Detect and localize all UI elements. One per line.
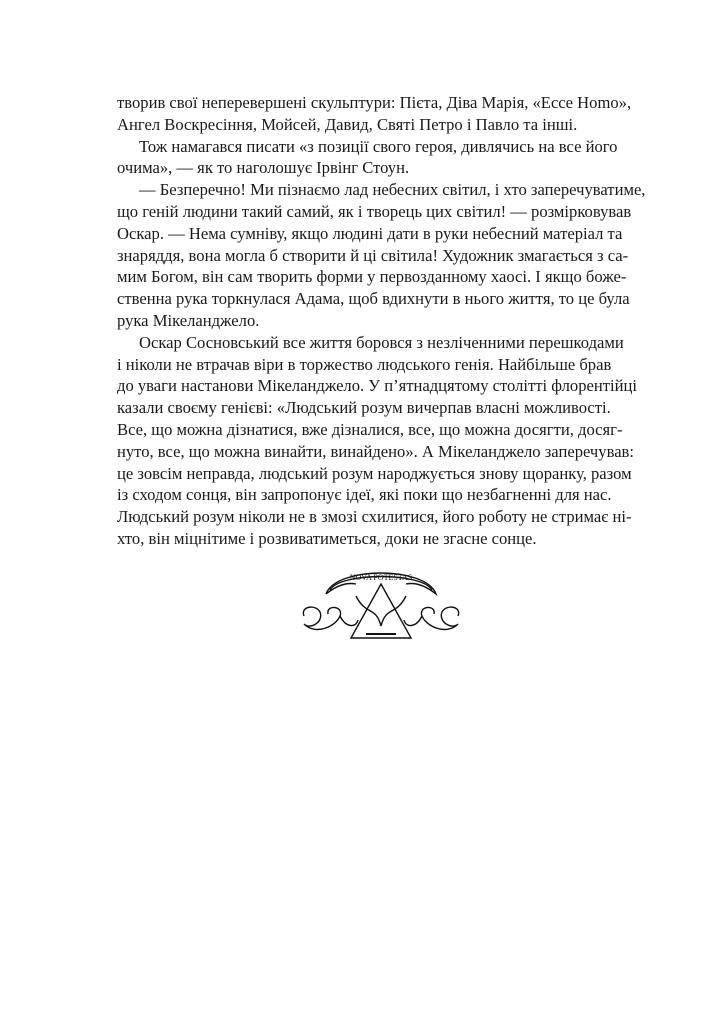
text-line: творив свої неперевершені скульптури: Пієта, Діва Марія, «Ecce Homo», xyxy=(117,93,632,112)
text-line: що геній людини такий самий, як і творець цих світил! — розмірковував xyxy=(117,201,632,221)
text-line: знаряддя, вона могла б створити й ці світила! Художник змагається з са- xyxy=(117,245,629,265)
text-line: Ангел Воскресіння, Мойсей, Давид, Святі Петро і Павло та інші. xyxy=(117,114,578,134)
body-text xyxy=(117,92,646,550)
text-line: і ніколи не втрачав віри в торжество людського генія. Найбільше брав xyxy=(117,354,612,374)
text-line: нуто, все, що можна винайти, винайдено». А Мікеланджело заперечував: xyxy=(117,441,635,461)
text-line: ственна рука торкнулася Адама, щоб вдихнути в нього життя, то це була xyxy=(117,289,630,309)
text-line: до уваги настанови Мікеланджело. У п’ятнадцятому столітті флорентійці xyxy=(117,376,637,396)
text-line: рука Мікеланджело. xyxy=(117,310,260,330)
nova-potestas-emblem xyxy=(296,556,466,646)
text-line: мим Богом, він сам творить форми у первозданному хаосі. І якщо боже- xyxy=(117,267,627,287)
text-line: Тож намагався писати «з позиції свого героя, дивлячись на все його xyxy=(139,136,618,156)
text-line: Людський розум ніколи не в змозі схилитися, його роботу не стримає ні- xyxy=(117,507,632,527)
text-line: казали своєму генієві: «Людський розум вичерпав власні можливості. xyxy=(117,398,611,418)
triangle-icon xyxy=(351,584,411,638)
text-line: Оскар Сосновський все життя боровся з незліченними перешкодами xyxy=(139,332,624,352)
emblem-motto: NOVA POTESTAS xyxy=(349,573,413,582)
text-line: Все, що можна дізнатися, вже дізналися, все, що можна досягти, досяг- xyxy=(117,419,623,439)
text-line: із сходом сонця, він запропонує ідеї, які поки що незбагненні для нас. xyxy=(117,485,612,505)
text-line: очима», — як то наголошує Ірвінг Стоун. xyxy=(117,158,410,178)
text-line: це зовсім неправда, людський розум народжується знову щоранку, разом xyxy=(117,463,632,483)
text-line: Оскар. — Нема сумніву, якщо людині дати в руки небесний матеріал та xyxy=(117,223,623,243)
text-line: — Безперечно! Ми пізнаємо лад небесних світил, і хто заперечуватиме, xyxy=(139,180,646,200)
text-line: хто, він міцнітиме і розвиватиметься, доки не згасне сонце. xyxy=(117,528,537,548)
